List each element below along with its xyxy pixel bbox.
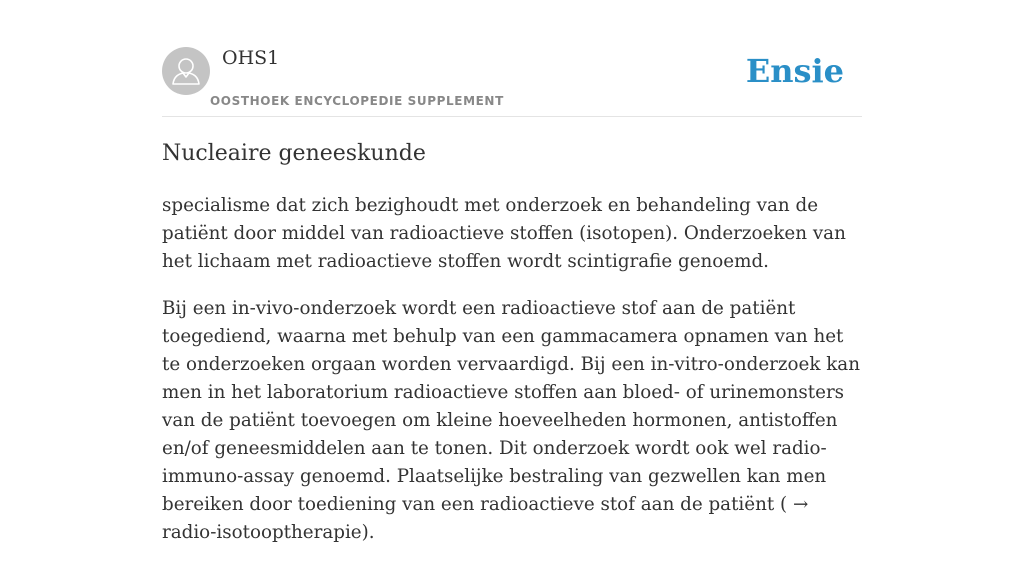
source-label[interactable]: OOSTHOEK ENCYCLOPEDIE SUPPLEMENT xyxy=(210,94,504,108)
avatar[interactable] xyxy=(162,47,210,95)
author-name[interactable]: OHS1 xyxy=(222,47,280,69)
article-paragraph: specialisme dat zich bezighoudt met onderzoek en behandeling van de patiënt door middel van radioactieve stoffen (isotopen). Onderzoeken van het lichaam met radioactieve stoffen wordt scintigrafie genoemd. xyxy=(162,195,846,272)
header xyxy=(162,46,862,117)
brand-logo[interactable]: Ensie xyxy=(745,52,844,90)
article-body xyxy=(162,192,867,566)
article-paragraph: Bij een in-vivo-onderzoek wordt een radioactieve stof aan de patiënt toegediend, waarna met behulp van een gammacamera opnamen van het te onderzoeken orgaan worden vervaardigd. Bij een in-vitro-onderzoek kan men in het laboratorium radioactieve stoffen aan bloed- of urinemonsters van de patiënt toevoegen om kleine hoeveelheden hormonen, antistoffen en/of geneesmiddelen aan te tonen. Dit onderzoek wordt ook wel radio-immuno-assay genoemd. Plaatselijke bestraling van gezwellen kan men bereiken door toediening van een radioactieve stof aan de patiënt ( → radio-isotooptherapie). xyxy=(162,298,860,543)
user-silhouette-icon xyxy=(162,47,210,95)
page-title: Nucleaire geneeskunde xyxy=(162,141,426,166)
